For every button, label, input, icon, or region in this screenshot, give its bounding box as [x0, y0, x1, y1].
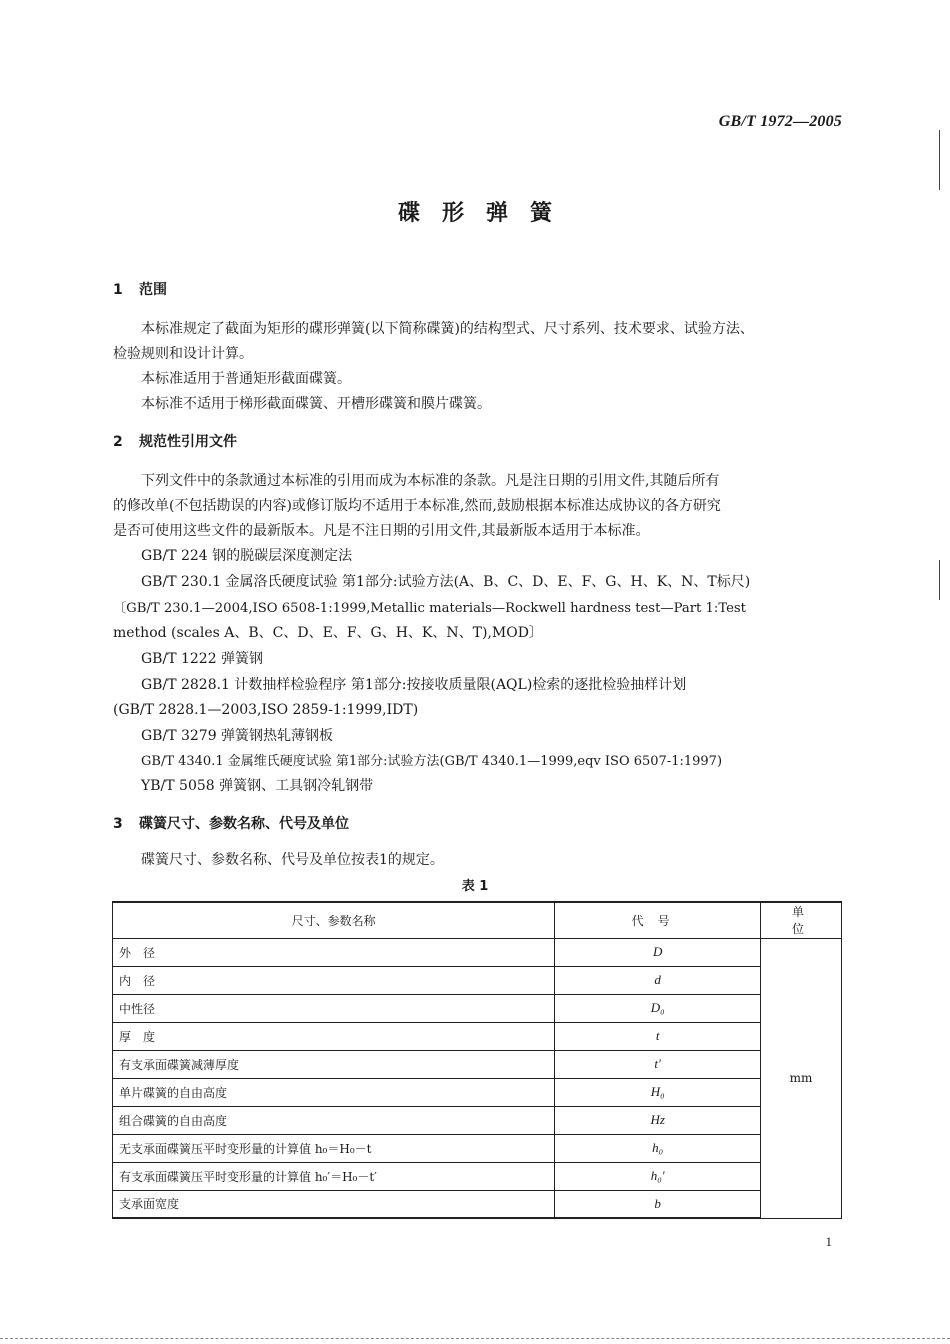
- scan-edge-mark: [939, 560, 940, 600]
- section-title: 碟簧尺寸、参数名称、代号及单位: [139, 816, 349, 832]
- parameter-symbol: t: [555, 1022, 761, 1050]
- section-2-heading: [113, 431, 237, 451]
- reference-item: YB/T 5058 弹簧钢、工具钢冷轧钢带: [141, 778, 374, 794]
- parameter-symbol: b: [555, 1190, 761, 1218]
- reference-item: GB/T 4340.1 金属维氏硬度试验 第1部分:试验方法(GB/T 4340.1—1999,eqv ISO 6507-1:1997): [141, 754, 723, 769]
- parameter-name: 组合碟簧的自由高度: [113, 1106, 555, 1134]
- scan-bottom-edge: [0, 1338, 950, 1339]
- table-row: [113, 1078, 842, 1106]
- parameter-symbol: H₀: [555, 1078, 761, 1106]
- parameter-name: 单片碟簧的自由高度: [113, 1078, 555, 1106]
- parameter-symbol: h₀: [555, 1134, 761, 1162]
- table-caption: 表 1: [461, 879, 489, 894]
- parameter-name: 厚 度: [113, 1022, 555, 1050]
- paragraph-line: 检验规则和设计计算。: [113, 346, 253, 362]
- parameter-table: [112, 901, 842, 1219]
- table-row: [113, 1134, 842, 1162]
- parameter-name: 无支承面碟簧压平时变形量的计算值 h₀＝H₀－t: [113, 1134, 555, 1162]
- table-row: [113, 938, 842, 966]
- paragraph-line: 下列文件中的条款通过本标准的引用而成为本标准的条款。凡是注日期的引用文件,其随后所有: [141, 473, 720, 489]
- standard-number: GB/T 1972—2005: [718, 113, 842, 130]
- unit-cell: mm: [761, 938, 842, 1218]
- parameter-name: 支承面宽度: [113, 1190, 555, 1218]
- reference-item: GB/T 230.1 金属洛氏硬度试验 第1部分:试验方法(A、B、C、D、E、F、G、H、K、N、T标尺): [141, 574, 751, 590]
- parameter-name: 有支承面碟簧压平时变形量的计算值 h₀′＝H₀－t′: [113, 1162, 555, 1190]
- parameter-symbol: D: [555, 938, 761, 966]
- page-number: 1: [825, 1234, 832, 1249]
- paragraph-line: 的修改单(不包括勘误的内容)或修订版均不适用于本标准,然而,鼓励根据本标准达成协议的各方研究: [113, 498, 721, 514]
- table-row: [113, 1022, 842, 1050]
- parameter-name: 中性径: [113, 994, 555, 1022]
- section-number: 1: [113, 282, 123, 298]
- table-row: [113, 1050, 842, 1078]
- scan-edge-mark: [939, 130, 940, 190]
- parameter-name: 内 径: [113, 966, 555, 994]
- parameter-symbol: t′: [555, 1050, 761, 1078]
- column-header-name: 尺寸、参数名称: [113, 902, 555, 938]
- paragraph-line: 本标准适用于普通矩形截面碟簧。: [141, 371, 351, 387]
- parameter-symbol: d: [555, 966, 761, 994]
- table-row: [113, 994, 842, 1022]
- section-title: 范围: [139, 282, 167, 298]
- parameter-symbol: D₀: [555, 994, 761, 1022]
- reference-item: method (scales A、B、C、D、E、F、G、H、K、N、T),MOD〕: [113, 625, 543, 641]
- paragraph-line: 本标准规定了截面为矩形的碟形弹簧(以下简称碟簧)的结构型式、尺寸系列、技术要求、试验方法、: [141, 321, 754, 337]
- table-row: [113, 966, 842, 994]
- parameter-name: 外 径: [113, 938, 555, 966]
- reference-item: GB/T 3279 弹簧钢热轧薄钢板: [141, 728, 334, 744]
- section-number: 3: [113, 816, 123, 832]
- table-row: [113, 1106, 842, 1134]
- reference-item: GB/T 224 钢的脱碳层深度测定法: [141, 548, 353, 564]
- table-header-row: [113, 902, 842, 938]
- document-title: 碟形弹簧: [397, 201, 574, 226]
- reference-item: (GB/T 2828.1—2003,ISO 2859-1:1999,IDT): [113, 702, 419, 718]
- table-row: [113, 1190, 842, 1218]
- column-header-symbol: 代号: [555, 902, 761, 938]
- paragraph-line: 碟簧尺寸、参数名称、代号及单位按表1的规定。: [141, 852, 444, 868]
- section-number: 2: [113, 434, 123, 450]
- reference-item: 〔GB/T 230.1—2004,ISO 6508-1:1999,Metallic materials—Rockwell hardness test—Part 1:Test: [113, 601, 746, 616]
- paragraph-line: 本标准不适用于梯形截面碟簧、开槽形碟簧和膜片碟簧。: [141, 396, 491, 412]
- reference-item: GB/T 2828.1 计数抽样检验程序 第1部分:按接收质量限(AQL)检索的逐批检验抽样计划: [141, 677, 687, 693]
- section-title: 规范性引用文件: [139, 434, 237, 450]
- section-3-heading: [113, 813, 349, 833]
- section-1-heading: [113, 279, 167, 299]
- table-row: [113, 1162, 842, 1190]
- column-header-unit: 单位: [761, 902, 842, 938]
- reference-item: GB/T 1222 弹簧钢: [141, 651, 264, 667]
- paragraph-line: 是否可使用这些文件的最新版本。凡是不注日期的引用文件,其最新版本适用于本标准。: [113, 523, 650, 539]
- parameter-symbol: h₀′: [555, 1162, 761, 1190]
- parameter-symbol: Hz: [555, 1106, 761, 1134]
- parameter-name: 有支承面碟簧减薄厚度: [113, 1050, 555, 1078]
